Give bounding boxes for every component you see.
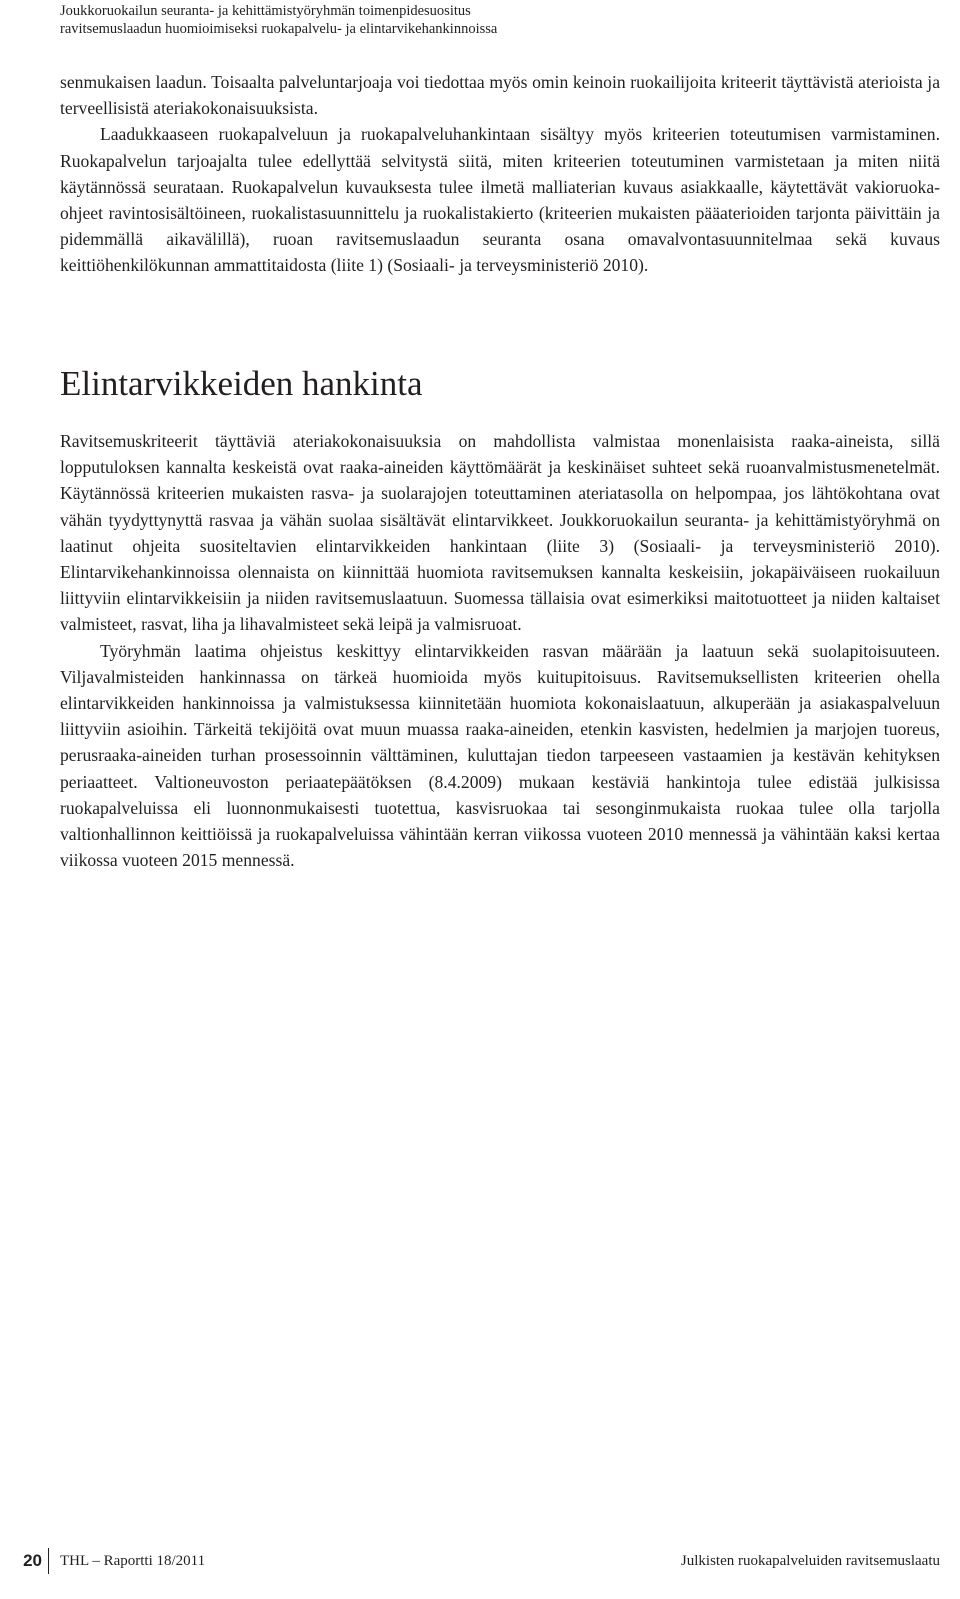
report-title: Julkisten ruokapalveluiden ravitsemuslaatu (680, 1553, 940, 1569)
page-footer (0, 1548, 960, 1599)
section-paragraph: Ravitsemuskriteerit täyttäviä ateriakokonaisuuksia on mahdollista valmistaa monenlaisista raaka-aineista, sillä lopputuloksen kannalta keskeistä ovat raaka-aineiden käyttömäärät ja keskinäiset suhteet sekä ruoanvalmistusmenetelmät. Käytännössä kriteerien mukaisten rasva- ja suolarajojen toteuttaminen ateriatasolla on helpompaa, jos lähtökohtana ovat vähän tyydyttynyttä rasvaa ja vähän suolaa sisältävät elintarvikkeet. Joukkoruokailun seuranta- ja kehittämistyöryhmä on laatinut ohjeita suositeltavien elintarvikkeiden hankintaan (liite 3) (Sosiaali- ja terveysministeriö 2010). Elintarvikehankinnoissa olennaista on kiinnittää huomiota ravitsemuksen kannalta keskeisiin, jokapäiväiseen ruokailuun liittyviin elintarvikkeisiin ja niiden ravitsemuslaatuun. Suomessa tällaisia ovat esimerkiksi maitotuotteet ja niiden kaltaiset valmisteet, rasvat, liha ja lihavalmisteet sekä leipä ja valmisruoat. (60, 431, 940, 635)
intro-text (60, 69, 940, 279)
page-number: 20 (23, 1551, 42, 1570)
section-paragraph: Työryhmän laatima ohjeistus keskittyy elintarvikkeiden rasvan määrään ja laatuun sekä suolapitoisuuteen. Viljavalmisteiden hankinnassa on tärkeä huomioida myös kuitupitoisuus. Ravitsemuksellisten kriteerien ohella elintarvikkeiden hankinnoissa ja valmistuksessa kiinnitetään huomiota kokonaislaatuun, alkuperään ja asiakaspalveluun liittyviin asioihin. Tärkeitä tekijöitä ovat muun muassa raaka-aineiden, etenkin kasvisten, hedelmien ja marjojen tuoreus, perusraaka-aineiden turhan prosessoinnin välttäminen, kuluttajan tiedon tarpeeseen vastaamien ja kestävän kehityksen periaatteet. Valtioneuvoston periaatepäätöksen (8.4.2009) mukaan kestäviä hankintoja tulee edistää julkisissa ruokapalveluissa eli luonnonmukaisesti tuotettua, kasvisruokaa tai sesonginmukaista ruokaa tulee olla tarjolla valtionhallinnon keittiöissä ja ruokapalveluissa vähintään kerran viikossa vuoteen 2010 mennessä ja vähintään kaksi kertaa viikossa vuoteen 2015 mennessä. (60, 640, 940, 871)
footer-divider (48, 1548, 49, 1574)
report-id: THL – Raportti 18/2011 (60, 1553, 206, 1569)
section-heading: Elintarvikkeiden hankinta (60, 364, 423, 403)
running-header-line-1: Joukkoruokailun seuranta- ja kehittämistyöryhmän toimenpidesuositus (60, 3, 471, 19)
running-header-line-2: ravitsemuslaadun huomioimiseksi ruokapalvelu- ja elintarvikehankinnoissa (60, 21, 498, 37)
intro-paragraph: senmukaisen laadun. Toisaalta palveluntarjoaja voi tiedottaa myös omin keinoin ruokailijoita kriteerit täyttävistä aterioista ja terveellisistä ateriakokonaisuuksista. (60, 72, 940, 119)
section-body (60, 428, 940, 873)
intro-paragraph: Laadukkaaseen ruokapalveluun ja ruokapalveluhankintaan sisältyy myös kriteerien toteutumisen varmistaminen. Ruokapalvelun tarjoajalta tulee edellyttää selvitystä siitä, miten kriteerien toteutuminen varmistetaan ja miten niitä käytännössä seurataan. Ruokapalvelun kuvauksesta tulee ilmetä malliaterian kuvaus asiakkaalle, käytettävät vakioruoka-ohjeet ravintosisältöineen, ruokalistasuunnittelu ja ruokalistakierto (kriteerien mukaisten pääaterioiden tarjonta päivittäin ja pidemmällä aikavälillä), ruoan ravitsemuslaadun seuranta osana omavalvontasuunnitelmaa sekä kuvaus keittiöhenkilökunnan ammattitaidosta (liite 1) (Sosiaali- ja terveysministeriö 2010). (60, 124, 940, 276)
running-header (60, 2, 497, 38)
